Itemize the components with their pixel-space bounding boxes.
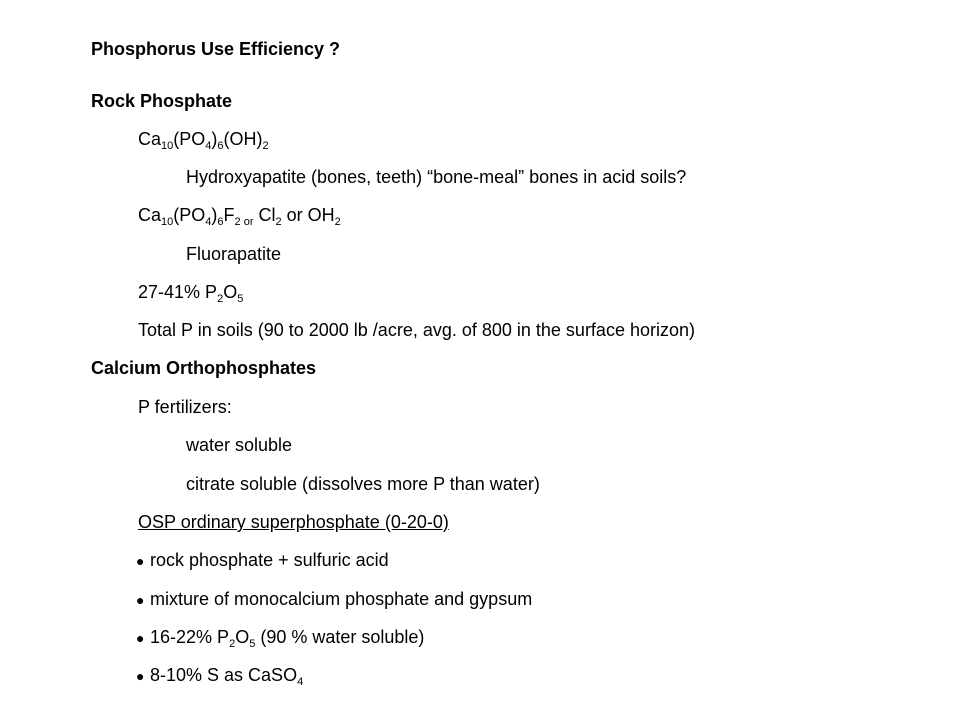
bullet-icon: ● [136,630,145,646]
water-soluble-label: water soluble [186,435,293,455]
bullet-icon: ● [136,668,145,684]
total-p-in-soils: Total P in soils (90 to 2000 lb /acre, avg. of 800 in the surface horizon) [138,320,695,340]
bullet-item: ● rock phosphate + sulfuric acid [136,550,389,570]
rock-phosphate-heading: Rock Phosphate [91,91,233,111]
calcium-orthophosphates-heading: Calcium Orthophosphates [91,358,317,378]
hydroxyapatite-formula: $Ca_{10}(PO_4)_6(OH)_2$ [138,129,269,152]
bullet-item: ● 8-10% S as CaSO$_4$ [136,665,304,688]
citrate-soluble-label: citrate soluble (dissolves more P than water) [186,474,540,494]
osp-heading: OSP ordinary superphosphate (0-20-0) [138,512,449,532]
page-title: Phosphorus Use Efficiency ? [91,39,341,59]
fluorapatite-formula: $Ca_{10}(PO_4)_6F_{2 or}$ $Cl_2$ or $OH_2$ [138,205,341,228]
hydroxyapatite-description: Hydroxyapatite (bones, teeth) “bone-meal” bones in acid soils? [186,167,687,187]
p2o5-content: 27-41% $P_2O_5$ [138,282,244,305]
fluorapatite-label: Fluorapatite [186,244,282,264]
bullet-icon: ● [136,553,145,569]
bullet-icon: ● [136,592,145,608]
p-fertilizers-label: P fertilizers: [138,397,232,417]
bullet-item: ● mixture of monocalcium phosphate and gypsum [136,589,533,609]
bullet-item: ● 16-22% $P_2O_5$ (90 % water soluble) [136,627,425,650]
